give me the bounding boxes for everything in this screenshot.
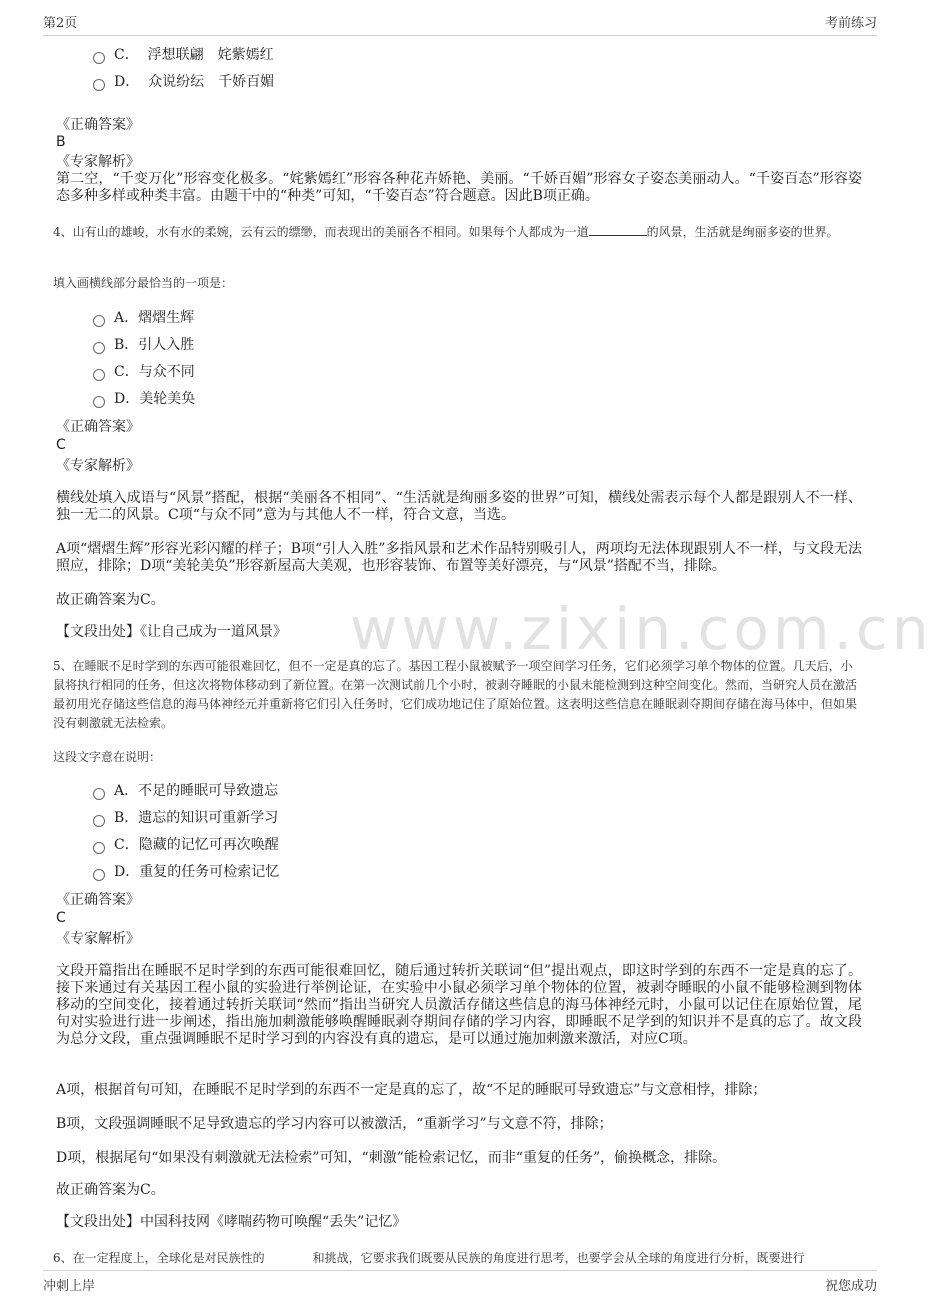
q4-analysis-p1: 横线处填入成语与“风景”搭配，根据“美丽各不相同”、“生活就是绚丽多姿的世界”可知，横线处需表示每个人都是跟别人不一样、独一无二的风景。C项“与众不同”意为与其他人不一样，符合文意，当选。 bbox=[56, 490, 862, 523]
watermark: www.zixin.com.cn bbox=[350, 595, 933, 663]
q4-analysis-p3: 故正确答案为C。 bbox=[56, 592, 165, 608]
q4-option-a[interactable]: A． 熠熠生辉 bbox=[93, 308, 194, 328]
q4-answer: C bbox=[56, 437, 66, 453]
radio-icon[interactable] bbox=[93, 369, 105, 381]
q5-source: 【文段出处】中国科技网《哮喘药物可唤醒“丢失”记忆》 bbox=[56, 1214, 407, 1230]
q3-answer: B bbox=[56, 134, 66, 150]
radio-icon[interactable] bbox=[93, 342, 105, 354]
page-header bbox=[43, 12, 877, 36]
radio-icon[interactable] bbox=[93, 869, 105, 881]
q5-analysis-p4: D项，根据尾句“如果没有刺激就无法检索”可知，“刺激”能检索记忆，而非“重复的任务”，偷换概念，排除。 bbox=[56, 1150, 727, 1166]
q4-option-c[interactable]: C． 与众不同 bbox=[93, 362, 195, 382]
q5-analysis-label: 《专家解析》 bbox=[56, 931, 140, 947]
q5-analysis-p3: B项，文段强调睡眠不足导致遗忘的学习内容可以被激活，“重新学习”与文意不符，排除； bbox=[56, 1116, 613, 1132]
q5-analysis-p1: 文段开篇指出在睡眠不足时学到的东西可能很难回忆，随后通过转折关联词“但”提出观点，即这时学到的东西不一定是真的忘了。接下来通过有关基因工程小鼠的实验进行举例论证，在实验中小鼠必须学习单个物体的位置，被剥夺睡眠的小鼠不能够检测到物体移动的空间变化，接着通过转折关联词“然而”指出当研究人员激活存储这些信息的海马体神经元时，小鼠可以记住在原始位置，尾句对实验进行进一步阐述，指出施加刺激能够唤醒睡眠剥夺期间存储的学习内容，即睡眠不足学到的知识并不是真的忘了。故文段为总分文段，重点强调睡眠不足时学习到的内容没有真的遗忘，是可以通过施加刺激来激活，对应C项。 bbox=[56, 963, 862, 1047]
q4-option-d[interactable]: D． 美轮美奂 bbox=[93, 389, 195, 409]
q3-option-d[interactable]: D． 众说纷纭 千娇百媚 bbox=[93, 72, 274, 92]
q5-option-d[interactable]: D． 重复的任务可检索记忆 bbox=[93, 862, 279, 882]
radio-icon[interactable] bbox=[93, 315, 105, 327]
q4-analysis-label: 《专家解析》 bbox=[56, 458, 140, 474]
page-footer bbox=[43, 1270, 877, 1294]
q4-answer-label: 《正确答案》 bbox=[56, 419, 140, 435]
fill-blank bbox=[589, 223, 647, 236]
footer-right: 祝您成功 bbox=[824, 1279, 877, 1294]
q5-analysis-p5: 故正确答案为C。 bbox=[56, 1182, 165, 1198]
q5-analysis-p2: A项，根据首句可知，在睡眠不足时学到的东西不一定是真的忘了，故“不足的睡眠可导致遗忘”与文意相悖，排除； bbox=[56, 1082, 767, 1098]
q4-option-b[interactable]: B． 引人入胜 bbox=[93, 335, 194, 355]
radio-icon[interactable] bbox=[93, 396, 105, 408]
radio-icon[interactable] bbox=[93, 52, 105, 64]
q5-answer: C bbox=[56, 910, 66, 926]
q4-stem: 4、山有山的雄峻，水有水的柔婉，云有云的缥缈，而表现出的美丽各不相同。如果每个人都成为一道 的风景，生活就是绚丽多姿的世界。 bbox=[53, 225, 839, 239]
q5-option-c[interactable]: C． 隐藏的记忆可再次唤醒 bbox=[93, 835, 279, 855]
q3-analysis-label: 《专家解析》 bbox=[56, 154, 140, 170]
q3-option-c[interactable]: C． 浮想联翩 姹紫嫣红 bbox=[93, 45, 274, 65]
q4-analysis-p2: A项“熠熠生辉”形容光彩闪耀的样子；B项“引人入胜”多指风景和艺术作品特别吸引人，两项均无法体现跟别人不一样，与文段无法照应，排除；D项“美轮美奂”形容新屋高大美观，也形容装饰、布置等美好漂亮，与“风景”搭配不当，排除。 bbox=[56, 541, 862, 574]
q5-stem: 5、在睡眠不足时学到的东西可能很难回忆，但不一定是真的忘了。基因工程小鼠被赋予一项空间学习任务，它们必须学习单个物体的位置。几天后，小鼠将执行相同的任务，但这次将物体移动到了新位置。在第一次测试前几个小时，被剥夺睡眠的小鼠未能检测到这种空间变化。然而，当研究人员在激活最初用光存储这些信息的海马体神经元并重新将它们引入任务时，它们成功地记住了原始位置。这表明这些信息在睡眠剥夺期间存储在海马体中，但如果没有刺激就无法检索。 bbox=[53, 659, 858, 730]
q4-source: 【文段出处】《让自己成为一道风景》 bbox=[56, 624, 287, 640]
q3-answer-label: 《正确答案》 bbox=[56, 117, 140, 133]
radio-icon[interactable] bbox=[93, 842, 105, 854]
q5-answer-label: 《正确答案》 bbox=[56, 892, 140, 908]
q5-prompt: 这段文字意在说明： bbox=[53, 750, 162, 764]
radio-icon[interactable] bbox=[93, 788, 105, 800]
q6-stem-clipped: 6、在一定程度上，全球化是对民族性的 和挑战，它要求我们既要从民族的角度进行思考，也要学会从全球的角度进行分析，既要进行 bbox=[53, 1251, 805, 1265]
footer-left: 冲刺上岸 bbox=[43, 1279, 96, 1294]
radio-icon[interactable] bbox=[93, 815, 105, 827]
radio-icon[interactable] bbox=[93, 79, 105, 91]
header-title: 考前练习 bbox=[824, 16, 877, 31]
q5-option-a[interactable]: A． 不足的睡眠可导致遗忘 bbox=[93, 781, 278, 801]
q4-prompt: 填入画横线部分最恰当的一项是： bbox=[53, 276, 234, 290]
page-number: 第2页 bbox=[43, 16, 78, 31]
q3-analysis: 第二空，“千变万化”形容变化极多。“姹紫嫣红”形容各种花卉娇艳、美丽。“千娇百媚”形容女子姿态美丽动人。“千姿百态”形容姿态多种多样或种类丰富。由题干中的“种类”可知，“千姿百态”符合题意。因此B项正确。 bbox=[56, 171, 862, 204]
q5-option-b[interactable]: B． 遗忘的知识可重新学习 bbox=[93, 808, 278, 828]
